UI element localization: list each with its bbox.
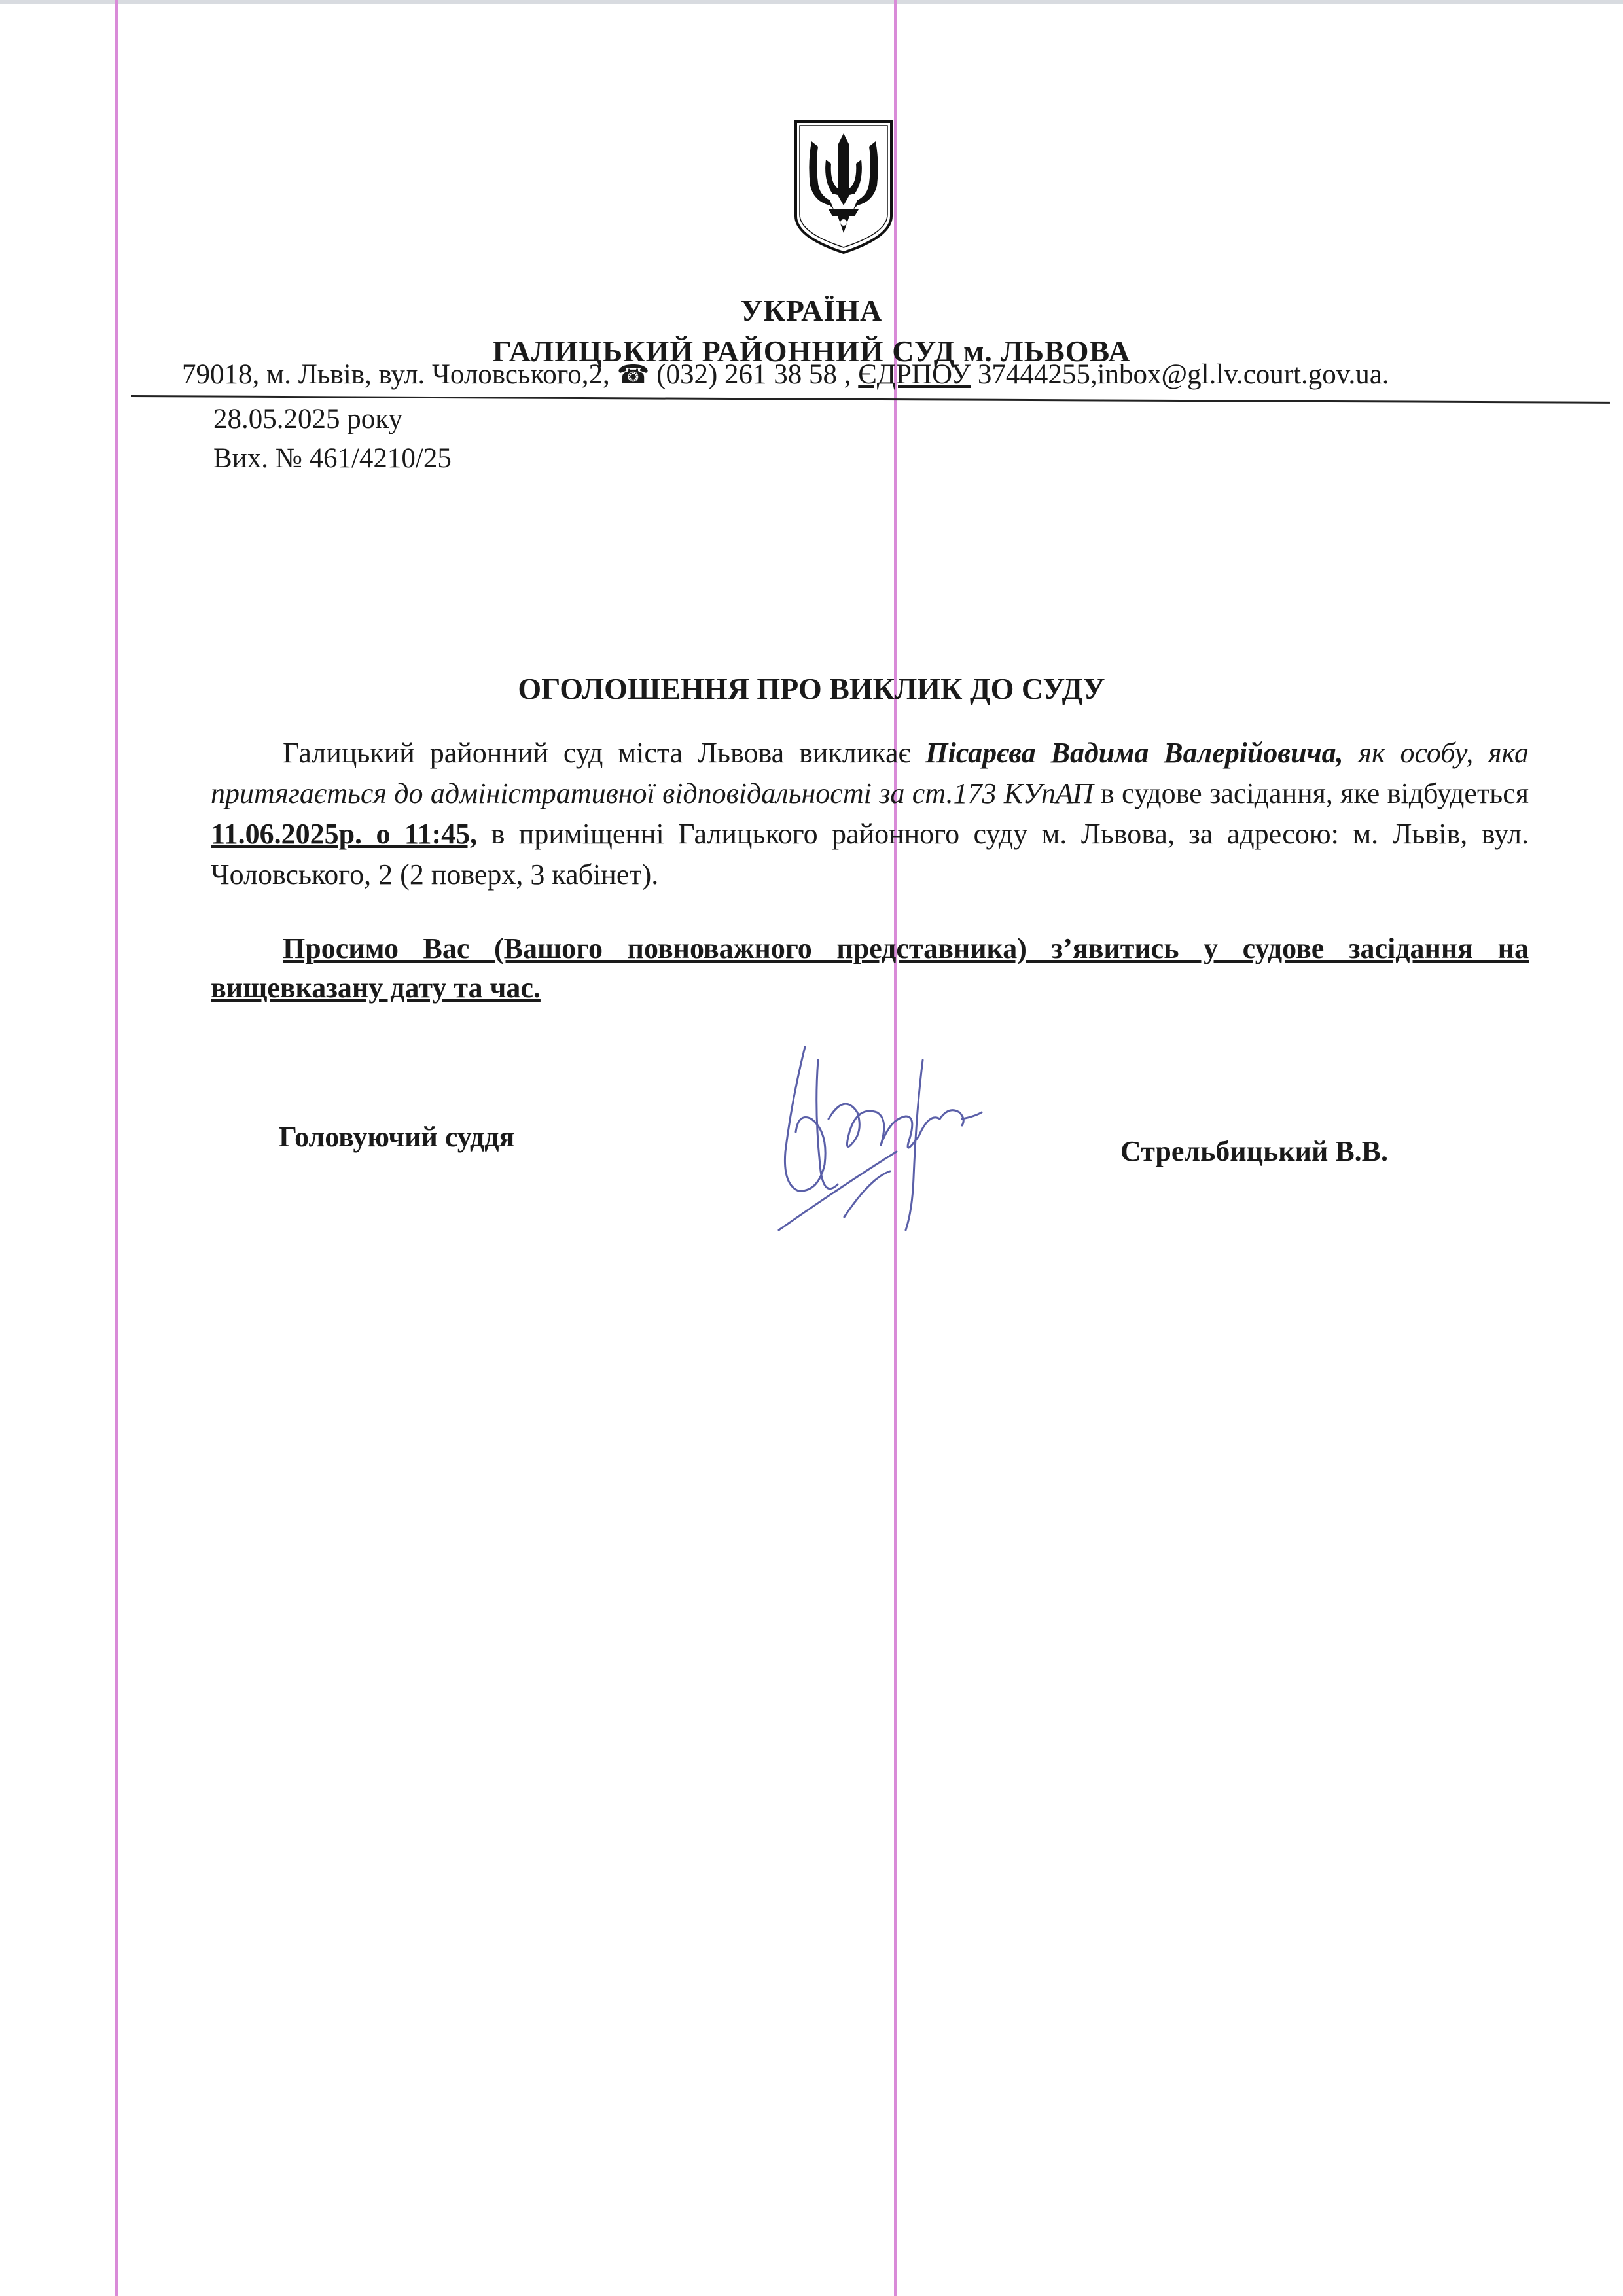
handwritten-signature — [766, 1021, 1001, 1243]
paragraph-start: Галицький районний суд міста Львова викликає — [283, 737, 911, 769]
notice-paragraph — [211, 733, 1529, 895]
hearing-location: в приміщенні Галицького районного суду м. Львова, за адресою: м. Львів, вул. Чоловського, 2 (2 поверх, 3 кабінет). — [211, 818, 1529, 891]
document-number: Вих. № 461/4210/25 — [213, 443, 452, 474]
court-address-line — [182, 359, 1602, 391]
court-address: 79018, м. Львів, вул. Чоловського,2, — [182, 359, 610, 390]
court-name-heading: ГАЛИЦЬКИЙ РАЙОННИЙ СУД м. ЛЬВОВА — [492, 334, 1131, 368]
coat-of-arms-icon — [792, 118, 895, 256]
scan-edge — [0, 0, 1623, 4]
registry-code-label: ЄДРПОУ — [858, 359, 971, 390]
judge-name: Стрельбицький В.В. — [1120, 1135, 1389, 1167]
person-role: як особу, яка притягається до адміністративної відповідальності за ст.173 КУпАП — [211, 737, 1529, 809]
telephone-icon: ☎ — [616, 360, 650, 389]
text-after-role: в судове засідання, яке відбудеться — [1100, 777, 1529, 809]
person-name: Пісарєва Вадима Валерійовича, — [925, 737, 1344, 769]
request-text: Просимо Вас (Вашого повноважного представника) з’явитись у судове засідання на вищевказану дату та час. — [211, 932, 1529, 1004]
registry-code-and-email: 37444255,inbox@gl.lv.court.gov.ua. — [977, 359, 1389, 390]
hearing-datetime: 11.06.2025р. о 11:45, — [211, 818, 478, 850]
judge-title: Головуючий суддя — [279, 1121, 515, 1153]
request-paragraph — [211, 929, 1529, 1008]
court-phone: (032) 261 38 58 , — [656, 359, 851, 390]
notice-title: ОГОЛОШЕННЯ ПРО ВИКЛИК ДО СУДУ — [518, 672, 1105, 705]
country-heading: УКРАЇНА — [740, 294, 883, 327]
header-divider — [131, 395, 1610, 404]
document-date: 28.05.2025 року — [213, 404, 403, 434]
